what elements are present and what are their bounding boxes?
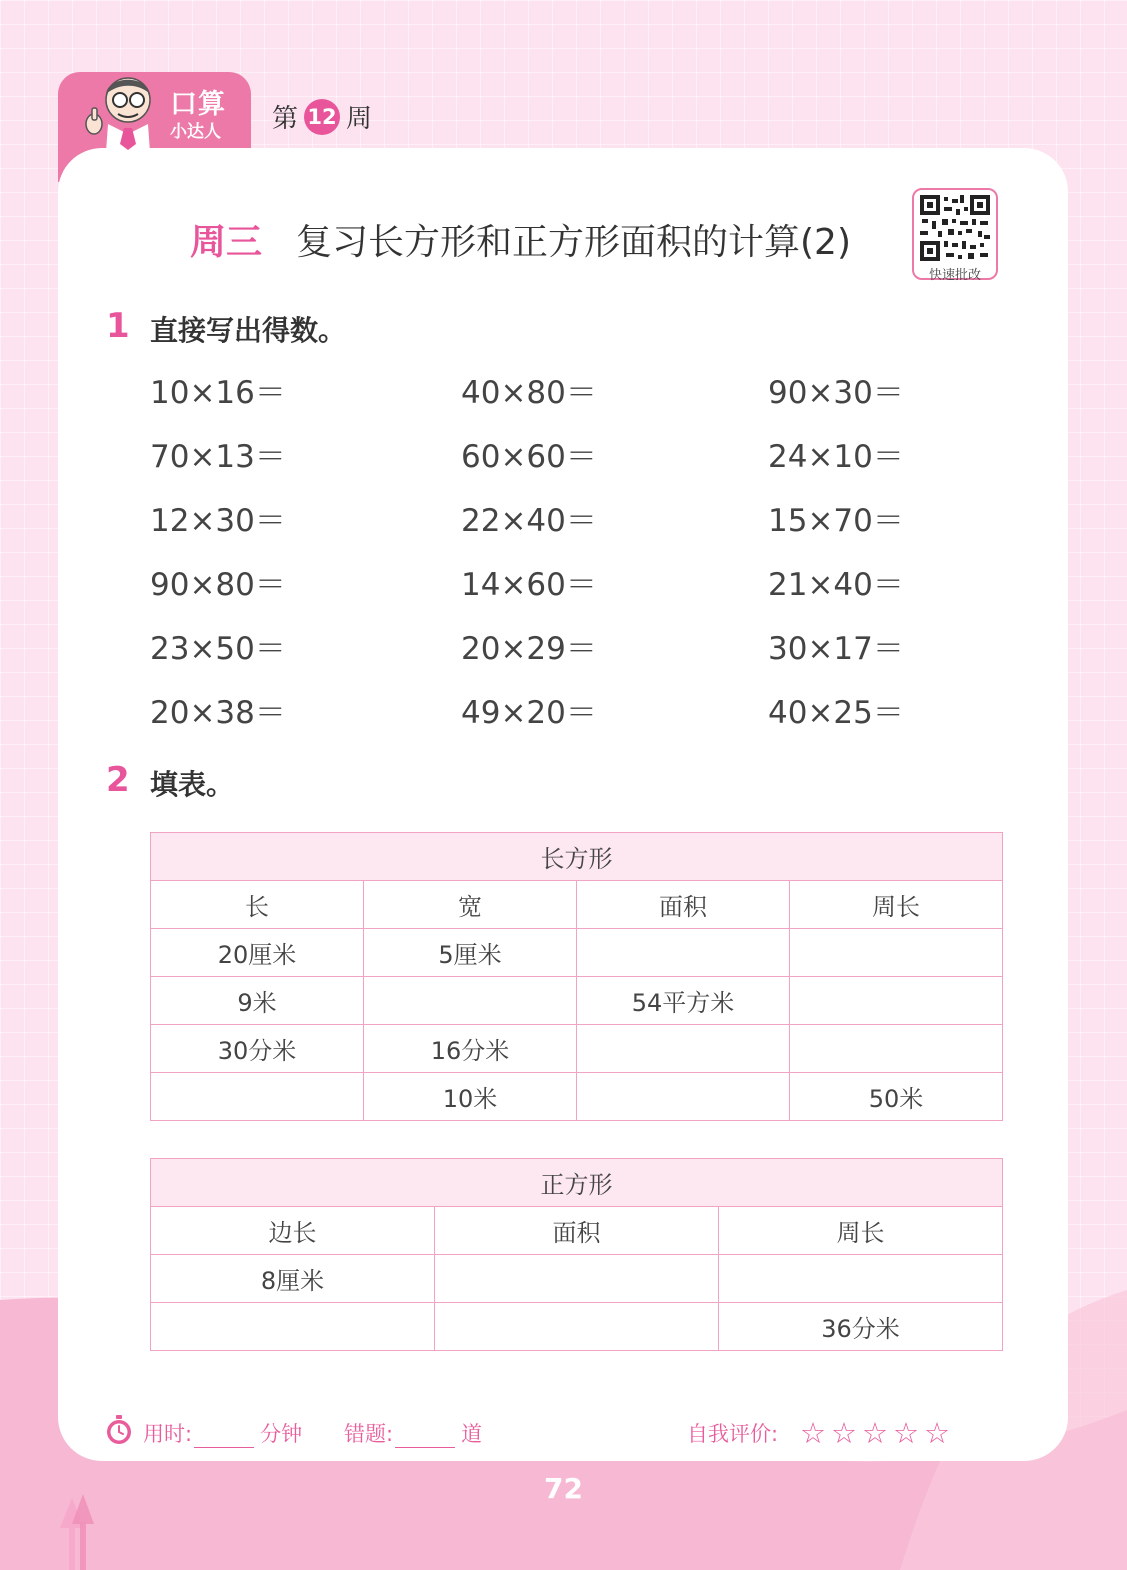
page-number: 72 xyxy=(544,1472,583,1505)
problem-item: 30×17＝ xyxy=(768,631,904,667)
errors-unit: 道 xyxy=(461,1422,483,1446)
time-field xyxy=(143,1418,302,1448)
stopwatch-icon xyxy=(105,1414,133,1446)
table-row xyxy=(151,929,1003,977)
section-2-title: 填表。 xyxy=(150,768,235,801)
table-header-cell: 宽 xyxy=(364,881,577,929)
mascot-icon xyxy=(80,72,165,152)
rectangle-table-caption: 长方形 xyxy=(151,833,1003,881)
answer-cell[interactable] xyxy=(435,1255,719,1303)
problem-item: 90×30＝ xyxy=(768,375,904,411)
section-2-number: 2 xyxy=(106,760,130,800)
table-header-cell: 长 xyxy=(151,881,364,929)
page-title xyxy=(190,214,851,265)
table-cell: 54平方米 xyxy=(577,977,790,1025)
table-header-cell: 周长 xyxy=(790,881,1003,929)
table-cell: 50米 xyxy=(790,1073,1003,1121)
qr-code[interactable] xyxy=(912,188,998,283)
answer-cell[interactable] xyxy=(790,977,1003,1025)
time-unit: 分钟 xyxy=(260,1422,303,1446)
brand-title: 口算 xyxy=(170,89,226,120)
self-rating-label: 自我评价: xyxy=(687,1422,779,1446)
time-label: 用时: xyxy=(143,1422,193,1446)
table-cell: 8厘米 xyxy=(151,1255,435,1303)
problem-item: 60×60＝ xyxy=(461,439,597,475)
problem-item: 24×10＝ xyxy=(768,439,904,475)
table-row xyxy=(151,1025,1003,1073)
problem-item: 40×25＝ xyxy=(768,695,904,731)
problem-grid xyxy=(150,372,930,756)
problem-item: 23×50＝ xyxy=(150,631,286,667)
errors-field xyxy=(344,1418,482,1448)
qr-code-icon xyxy=(920,195,990,261)
table-row xyxy=(151,1255,1003,1303)
table-cell: 10米 xyxy=(364,1073,577,1121)
problem-item: 20×38＝ xyxy=(150,695,286,731)
rectangle-table xyxy=(150,832,1003,1121)
answer-cell[interactable] xyxy=(151,1303,435,1351)
table-header-cell: 边长 xyxy=(151,1207,435,1255)
week-prefix: 第 xyxy=(272,104,299,134)
answer-cell[interactable] xyxy=(577,1025,790,1073)
table-cell: 30分米 xyxy=(151,1025,364,1073)
section-1-title: 直接写出得数。 xyxy=(150,314,347,347)
table-cell: 20厘米 xyxy=(151,929,364,977)
table-row xyxy=(151,977,1003,1025)
week-number-badge: 12 xyxy=(304,99,340,135)
problem-item: 20×29＝ xyxy=(461,631,597,667)
problem-item: 21×40＝ xyxy=(768,567,904,603)
table-header-cell: 面积 xyxy=(577,881,790,929)
time-input[interactable] xyxy=(194,1427,254,1448)
answer-cell[interactable] xyxy=(577,929,790,977)
week-suffix: 周 xyxy=(346,104,373,134)
table-row xyxy=(151,1073,1003,1121)
answer-cell[interactable] xyxy=(790,929,1003,977)
table-cell: 9米 xyxy=(151,977,364,1025)
table-header-cell: 面积 xyxy=(435,1207,719,1255)
problem-item: 22×40＝ xyxy=(461,503,597,539)
answer-cell[interactable] xyxy=(151,1073,364,1121)
table-cell: 16分米 xyxy=(364,1025,577,1073)
problem-item: 49×20＝ xyxy=(461,695,597,731)
square-table xyxy=(150,1158,1003,1351)
problem-item: 12×30＝ xyxy=(150,503,286,539)
errors-label: 错题: xyxy=(344,1422,394,1446)
answer-cell[interactable] xyxy=(577,1073,790,1121)
section-1-number: 1 xyxy=(106,306,130,346)
answer-cell[interactable] xyxy=(435,1303,719,1351)
problem-item: 40×80＝ xyxy=(461,375,597,411)
rating-stars xyxy=(800,1416,950,1450)
star-icon[interactable]: ☆ xyxy=(831,1416,857,1450)
problem-item: 10×16＝ xyxy=(150,375,286,411)
table-cell: 36分米 xyxy=(719,1303,1003,1351)
problem-item: 15×70＝ xyxy=(768,503,904,539)
errors-input[interactable] xyxy=(395,1427,455,1448)
problem-item: 70×13＝ xyxy=(150,439,286,475)
answer-cell[interactable] xyxy=(790,1025,1003,1073)
table-header-cell: 周长 xyxy=(719,1207,1003,1255)
problem-item: 14×60＝ xyxy=(461,567,597,603)
answer-cell[interactable] xyxy=(364,977,577,1025)
week-indicator xyxy=(272,98,372,135)
answer-cell[interactable] xyxy=(719,1255,1003,1303)
star-icon[interactable]: ☆ xyxy=(893,1416,919,1450)
brand-subtitle: 小达人 xyxy=(170,122,221,142)
table-row xyxy=(151,1303,1003,1351)
star-icon[interactable]: ☆ xyxy=(862,1416,888,1450)
title-day: 周三 xyxy=(190,222,263,263)
problem-item: 90×80＝ xyxy=(150,567,286,603)
title-text: 复习长方形和正方形面积的计算(2) xyxy=(296,222,852,263)
star-icon[interactable]: ☆ xyxy=(924,1416,950,1450)
star-icon[interactable]: ☆ xyxy=(800,1416,826,1450)
qr-label: 快速批改 xyxy=(928,268,981,283)
square-table-caption: 正方形 xyxy=(151,1159,1003,1207)
table-cell: 5厘米 xyxy=(364,929,577,977)
